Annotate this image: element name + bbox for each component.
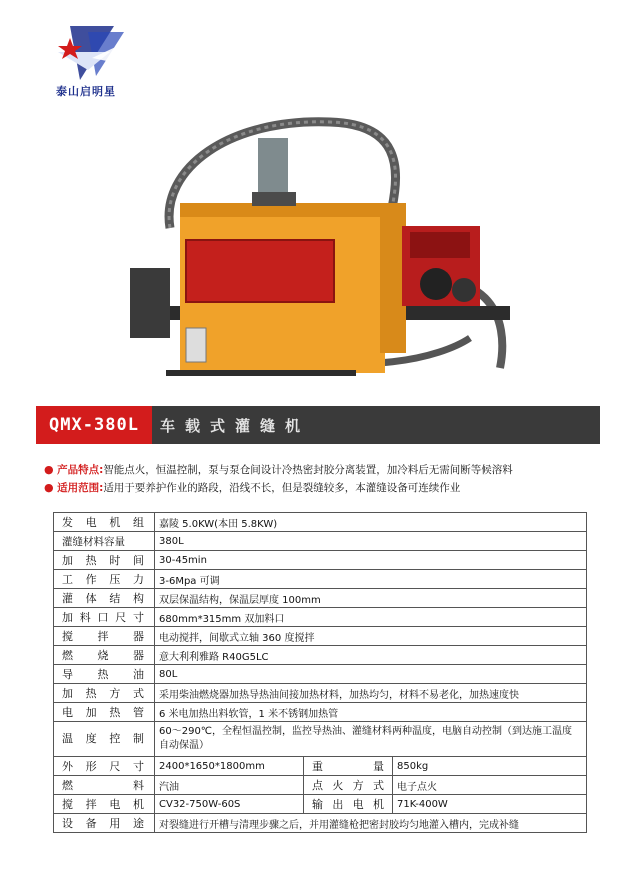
- spec-table: [53, 512, 587, 833]
- spec-label: 外形尺寸: [54, 757, 155, 776]
- spec-value: CV32-750W-60S: [155, 795, 304, 814]
- spec-value: 680mm*315mm 双加料口: [155, 608, 587, 627]
- machine-photo: [110, 108, 520, 400]
- feature-scope: [44, 481, 460, 495]
- spec-value: 电动搅拌，间歇式立轴 360 度搅拌: [155, 627, 587, 646]
- spec-label: 重量: [304, 757, 393, 776]
- table-row: [54, 776, 587, 795]
- spec-value: 380L: [155, 532, 587, 551]
- spec-label: 燃料: [54, 776, 155, 795]
- spec-label: 设备用途: [54, 814, 155, 833]
- table-row: [54, 551, 587, 570]
- spec-value: 80L: [155, 665, 587, 684]
- table-row: [54, 532, 587, 551]
- spec-value: 意大利利雅路 R40G5LC: [155, 646, 587, 665]
- spec-value: 对裂缝进行开槽与清理步骤之后，并用灌缝枪把密封胶均匀地灌入槽内，完成补缝: [155, 814, 587, 833]
- spec-label: 输出电机: [304, 795, 393, 814]
- table-row: [54, 665, 587, 684]
- spec-value: 2400*1650*1800mm: [155, 757, 304, 776]
- spec-label: 加料口尺寸: [54, 608, 155, 627]
- spec-label: 搅拌电机: [54, 795, 155, 814]
- table-row: [54, 627, 587, 646]
- spec-value: 电子点火: [393, 776, 587, 795]
- spec-value: 汽油: [155, 776, 304, 795]
- product-name: 车载式灌缝机: [160, 416, 311, 435]
- feature-text: 适用于要养护作业的路段，沿线不长，但是裂缝较多，本灌缝设备可连续作业: [103, 482, 461, 494]
- spec-value: 60～290℃，全程恒温控制，监控导热油、灌缝材料两种温度，电脑自动控制（到达施工温度自动保温）: [155, 722, 587, 757]
- table-row: [54, 722, 587, 757]
- spec-value: 71K-400W: [393, 795, 587, 814]
- spec-value: 双层保温结构，保温层厚度 100mm: [155, 589, 587, 608]
- spec-value: 嘉陵 5.0KW(本田 5.8KW): [155, 513, 587, 532]
- spec-label: 搅拌器: [54, 627, 155, 646]
- spec-label: 发电机组: [54, 513, 155, 532]
- spec-value: 3-6Mpa 可调: [155, 570, 587, 589]
- spec-label: 加热方式: [54, 684, 155, 703]
- bullet-icon: ●: [44, 481, 58, 494]
- feature-characteristics: [44, 463, 513, 477]
- table-row: [54, 795, 587, 814]
- model-number: QMX-380L: [36, 406, 152, 444]
- table-row: [54, 589, 587, 608]
- feature-label: 产品特点:: [57, 464, 104, 476]
- feature-text: 智能点火，恒温控制，泵与泵仓间设计冷热密封胶分离装置，加冷料后无需间断等候溶料: [103, 464, 513, 476]
- table-row: [54, 703, 587, 722]
- spec-label: 工作压力: [54, 570, 155, 589]
- spec-label: 燃烧器: [54, 646, 155, 665]
- table-row: [54, 684, 587, 703]
- table-row: [54, 570, 587, 589]
- spec-value: 850kg: [393, 757, 587, 776]
- table-row: [54, 608, 587, 627]
- spec-value: 采用柴油燃烧器加热导热油间接加热材料，加热均匀，材料不易老化，加热速度快: [155, 684, 587, 703]
- spec-value: 30-45min: [155, 551, 587, 570]
- table-row: [54, 757, 587, 776]
- table-row: [54, 814, 587, 833]
- spec-label: 温度控制: [54, 722, 155, 757]
- company-name: 泰山启明星: [56, 85, 116, 98]
- bullet-icon: ●: [44, 463, 58, 476]
- spec-label: 电加热管: [54, 703, 155, 722]
- spec-label: 加热时间: [54, 551, 155, 570]
- table-row: [54, 513, 587, 532]
- spec-label: 点火方式: [304, 776, 393, 795]
- spec-value: 6 米电加热出料软管，1 米不锈钢加热管: [155, 703, 587, 722]
- feature-label: 适用范围:: [57, 482, 104, 494]
- table-row: [54, 646, 587, 665]
- spec-label: 导热油: [54, 665, 155, 684]
- spec-label: 灌体结构: [54, 589, 155, 608]
- spec-label: 灌缝材料容量: [54, 532, 155, 551]
